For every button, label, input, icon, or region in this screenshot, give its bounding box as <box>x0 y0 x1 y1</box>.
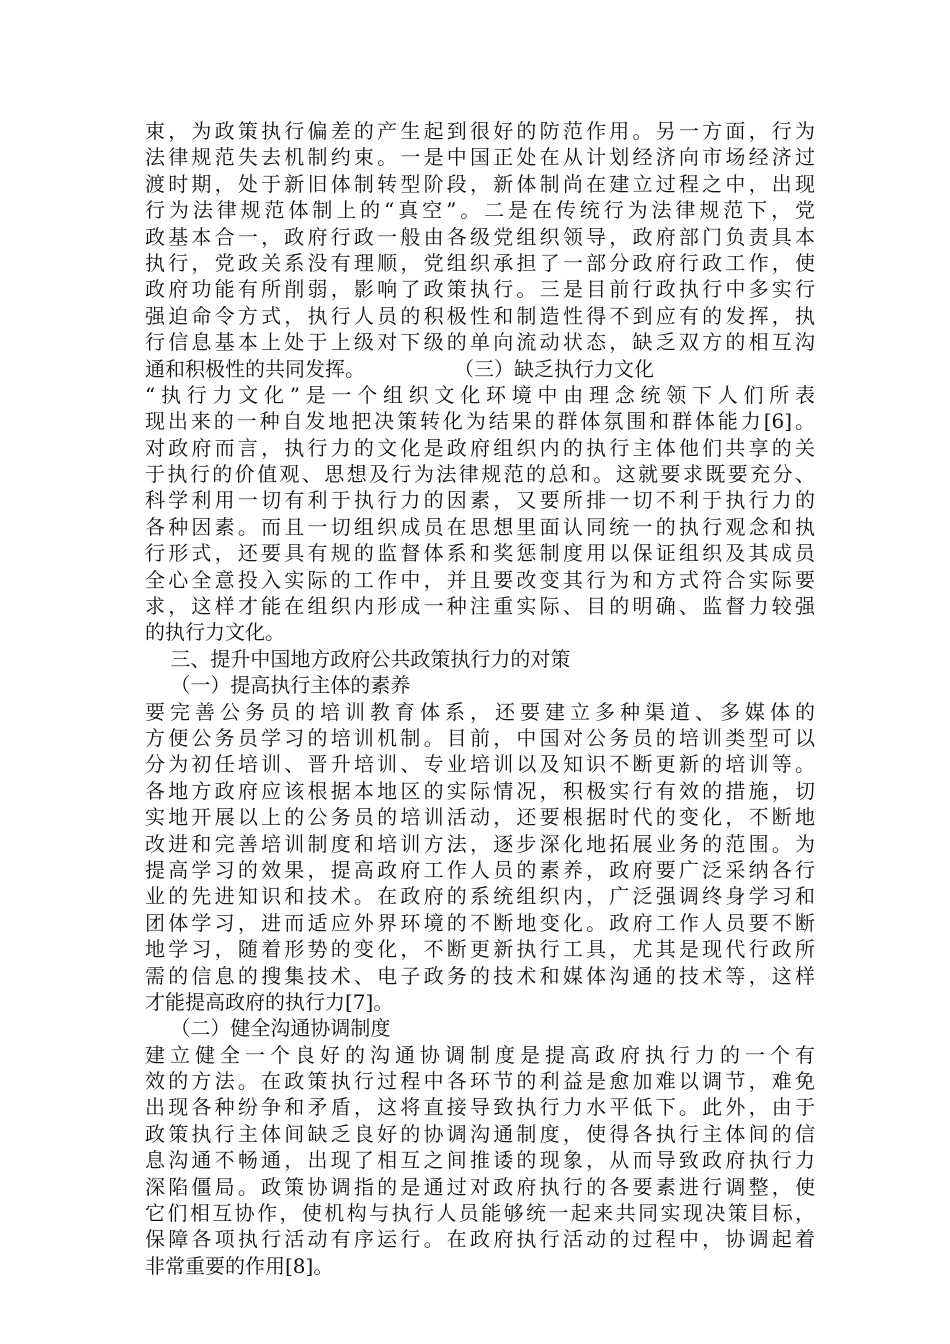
text-line: （一）提高执行主体的素养 <box>145 673 411 698</box>
text-line: “执行力文化”是一个组织文化环境中由理念统领下人们所表 <box>145 382 815 407</box>
text-line: 分为初任培训、晋升培训、专业培训以及知识不断更新的培训等。 <box>145 752 815 777</box>
body-text <box>145 118 815 1279</box>
text-line: 通和积极性的共同发挥。 （三）缺乏执行力文化 <box>145 356 655 381</box>
text-line: 强迫命令方式，执行人员的积极性和制造性得不到应有的发挥，执 <box>145 303 815 328</box>
text-line: 现出来的一种自发地把决策转化为结果的群体氛围和群体能力[6]。 <box>145 409 815 434</box>
text-line: 要完善公务员的培训教育体系，还要建立多种渠道、多媒体的 <box>145 699 815 724</box>
text-line: 行形式，还要具有规的监督体系和奖惩制度用以保证组织及其成员 <box>145 541 815 566</box>
text-line: 地学习，随着形势的变化，不断更新执行工具，尤其是现代行政所 <box>145 937 815 962</box>
text-line: 息沟通不畅通，出现了相互之间推诿的现象，从而导致政府执行力 <box>145 1148 815 1173</box>
text-line: 渡时期，处于新旧体制转型阶段，新体制尚在建立过程之中，出现 <box>145 171 815 196</box>
text-line: 各地方政府应该根据本地区的实际情况，积极实行有效的措施，切 <box>145 778 815 803</box>
text-line: 它们相互协作，使机构与执行人员能够统一起来共同实现决策目标， <box>145 1201 815 1226</box>
text-line: 保障各项执行活动有序运行。在政府执行活动的过程中，协调起着 <box>145 1227 815 1252</box>
text-line: 需的信息的搜集技术、电子政务的技术和媒体沟通的技术等，这样 <box>145 963 815 988</box>
text-line: 的执行力文化。 <box>145 620 285 645</box>
text-line: 效的方法。在政策执行过程中各环节的利益是愈加难以调节，难免 <box>145 1069 815 1094</box>
text-line: 各种因素。而且一切组织成员在思想里面认同统一的执行观念和执 <box>145 514 815 539</box>
text-line: 非常重要的作用[8]。 <box>145 1253 334 1278</box>
text-line: 行信息基本上处于上级对下级的单向流动状态，缺乏双方的相互沟 <box>145 330 815 355</box>
text-line: 改进和完善培训制度和培训方法，逐步深化地拓展业务的范围。为 <box>145 831 815 856</box>
text-line: 于执行的价值观、思想及行为法律规范的总和。这就要求既要充分、 <box>145 462 815 487</box>
text-line: 团体学习，进而适应外界环境的不断地变化。政府工作人员要不断 <box>145 910 815 935</box>
text-line: 全心全意投入实际的工作中，并且要改变其行为和方式符合实际要 <box>145 567 815 592</box>
text-line: 政基本合一，政府行政一般由各级党组织领导，政府部门负责具本 <box>145 224 815 249</box>
text-line: 出现各种纷争和矛盾，这将直接导致执行力水平低下。此外，由于 <box>145 1095 815 1120</box>
text-line: 政府功能有所削弱，影响了政策执行。三是目前行政执行中多实行 <box>145 277 815 302</box>
text-line: 实地开展以上的公务员的培训活动，还要根据时代的变化，不断地 <box>145 805 815 830</box>
text-line: 政策执行主体间缺乏良好的协调沟通制度，使得各执行主体间的信 <box>145 1121 815 1146</box>
text-line: 深陷僵局。政策协调指的是通过对政府执行的各要素进行调整，使 <box>145 1174 815 1199</box>
text-line: 执行，党政关系没有理顺，党组织承担了一部分政府行政工作，使 <box>145 250 815 275</box>
text-line: 对政府而言，执行力的文化是政府组织内的执行主体他们共享的关 <box>145 435 815 460</box>
text-line: 束，为政策执行偏差的产生起到很好的防范作用。另一方面，行为 <box>145 119 815 143</box>
text-line: 法律规范失去机制约束。一是中国正处在从计划经济向市场经济过 <box>145 145 815 170</box>
text-line: 提高学习的效果，提高政府工作人员的素养，政府要广泛采纳各行 <box>145 857 815 882</box>
text-line: 行为法律规范体制上的“真空”。二是在传统行为法律规范下，党 <box>145 198 815 223</box>
text-line: 方便公务员学习的培训机制。目前，中国对公务员的培训类型可以 <box>145 725 815 750</box>
text-line: 才能提高政府的执行力[7]。 <box>145 989 394 1014</box>
text-line: 科学利用一切有利于执行力的因素，又要所排一切不利于执行力的 <box>145 488 815 513</box>
text-line: 三、提升中国地方政府公共政策执行力的对策 <box>145 646 571 671</box>
text-line: 建立健全一个良好的沟通协调制度是提高政府执行力的一个有 <box>145 1042 815 1067</box>
text-line: 求，这样才能在组织内形成一种注重实际、目的明确、监督力较强 <box>145 594 815 619</box>
text-line: （二）健全沟通协调制度 <box>145 1016 391 1041</box>
text-line: 业的先进知识和技术。在政府的系统组织内，广泛强调终身学习和 <box>145 884 815 909</box>
